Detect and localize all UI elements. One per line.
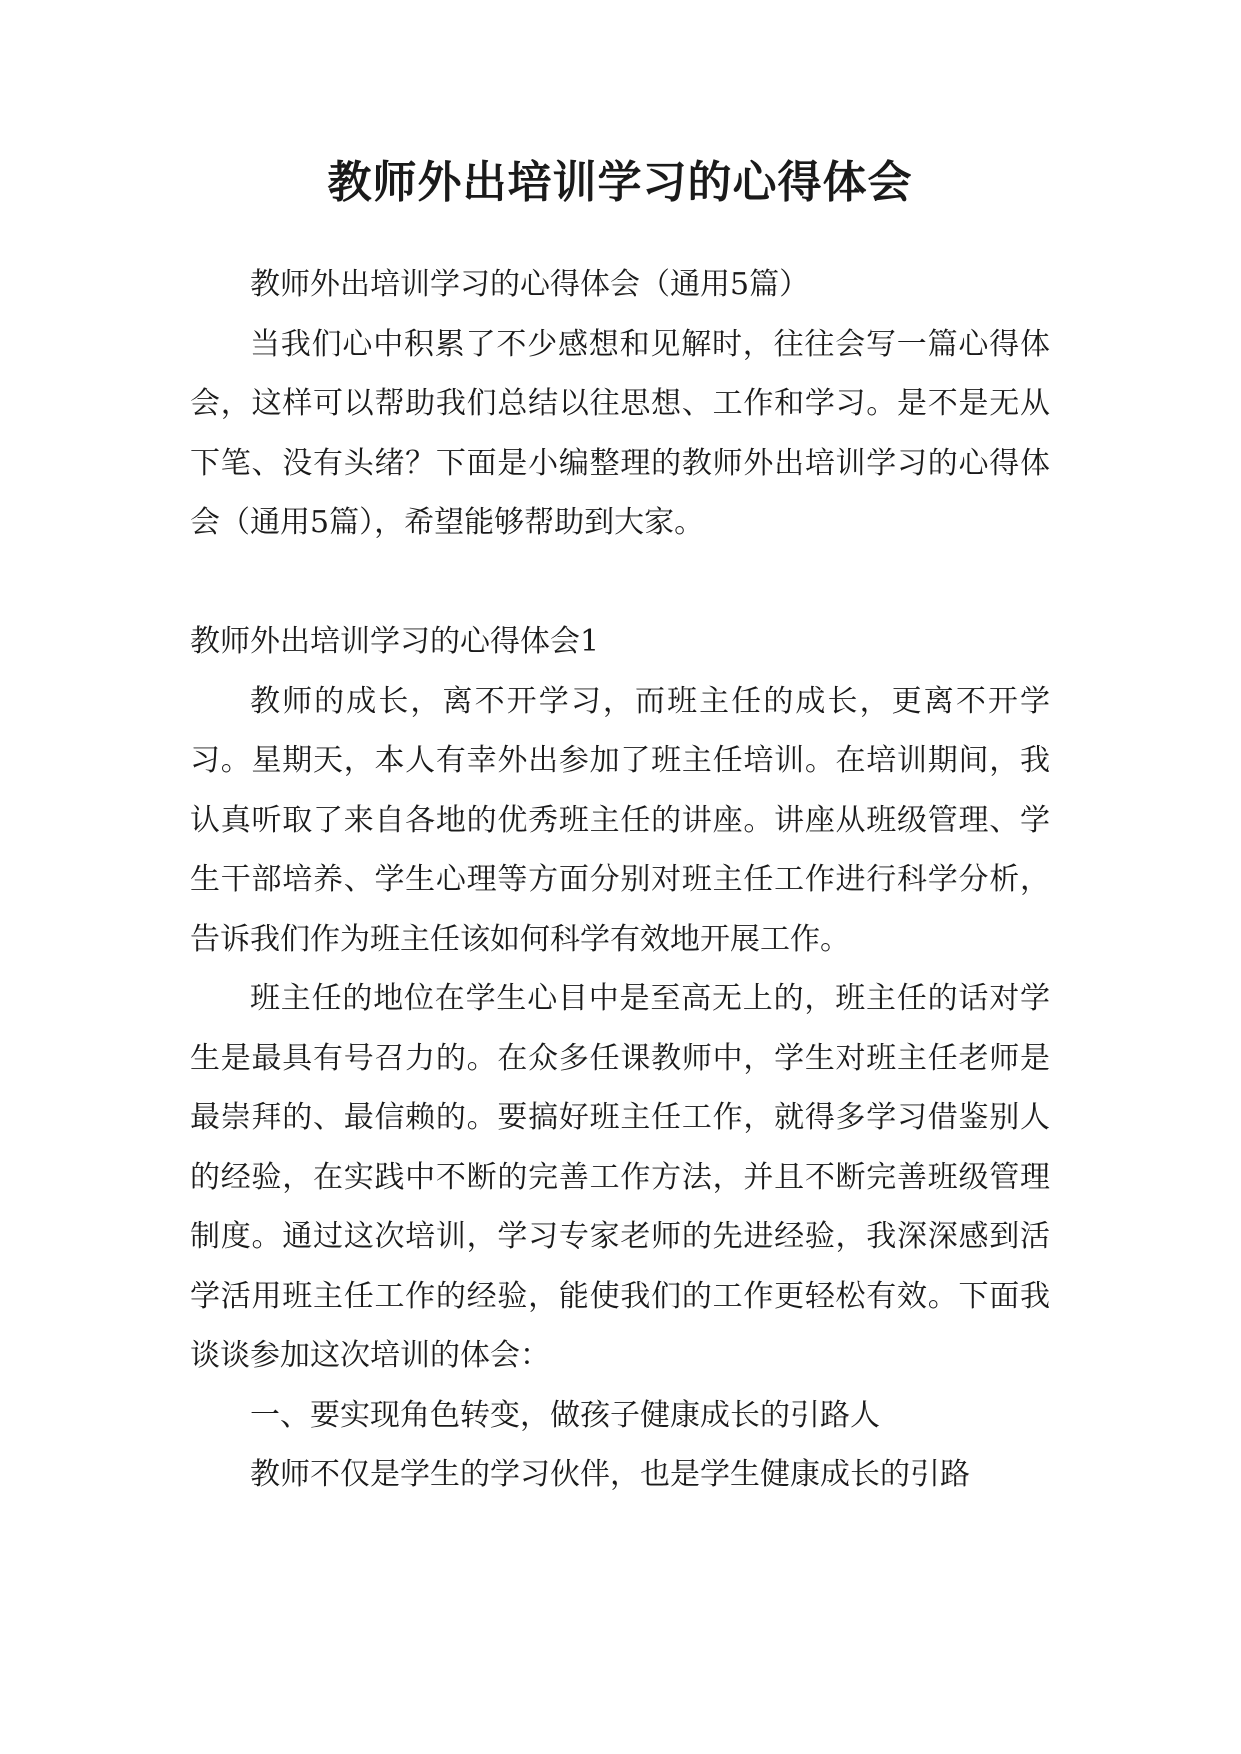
body-paragraph-3: 教师不仅是学生的学习伙伴，也是学生健康成长的引路	[250, 1457, 970, 1492]
document-body	[190, 255, 1050, 1505]
document-title: 教师外出培训学习的心得体会	[327, 157, 913, 208]
spacer	[190, 553, 1050, 613]
intro-paragraph: 当我们心中积累了不少感想和见解时，往往会写一篇心得体会，这样可以帮助我们总结以往思想、工作和学习。是不是无从下笔、没有头绪？下面是小编整理的教师外出培训学习的心得体会（通用5篇），希望能够帮助到大家。	[190, 326, 1050, 540]
body-paragraph-2: 班主任的地位在学生心目中是至高无上的，班主任的话对学生是最具有号召力的。在众多任课教师中，学生对班主任老师是最崇拜的、最信赖的。要搞好班主任工作，就得多学习借鉴别人的经验，在实践中不断的完善工作方法，并且不断完善班级管理制度。通过这次培训，学习专家老师的先进经验，我深深感到活学活用班主任工作的经验，能使我们的工作更轻松有效。下面我谈谈参加这次培训的体会：	[190, 981, 1050, 1373]
section-heading: 教师外出培训学习的心得体会1	[190, 624, 600, 659]
body-paragraph-1: 教师的成长，离不开学习，而班主任的成长，更离不开学习。星期天，本人有幸外出参加了班主任培训。在培训期间，我认真听取了来自各地的优秀班主任的讲座。讲座从班级管理、学生干部培养、学生心理等方面分别对班主任工作进行科学分析，告诉我们作为班主任该如何科学有效地开展工作。	[190, 683, 1050, 957]
subheading-1: 一、要实现角色转变，做孩子健康成长的引路人	[250, 1397, 880, 1433]
document-subtitle: 教师外出培训学习的心得体会（通用5篇）	[250, 267, 810, 302]
